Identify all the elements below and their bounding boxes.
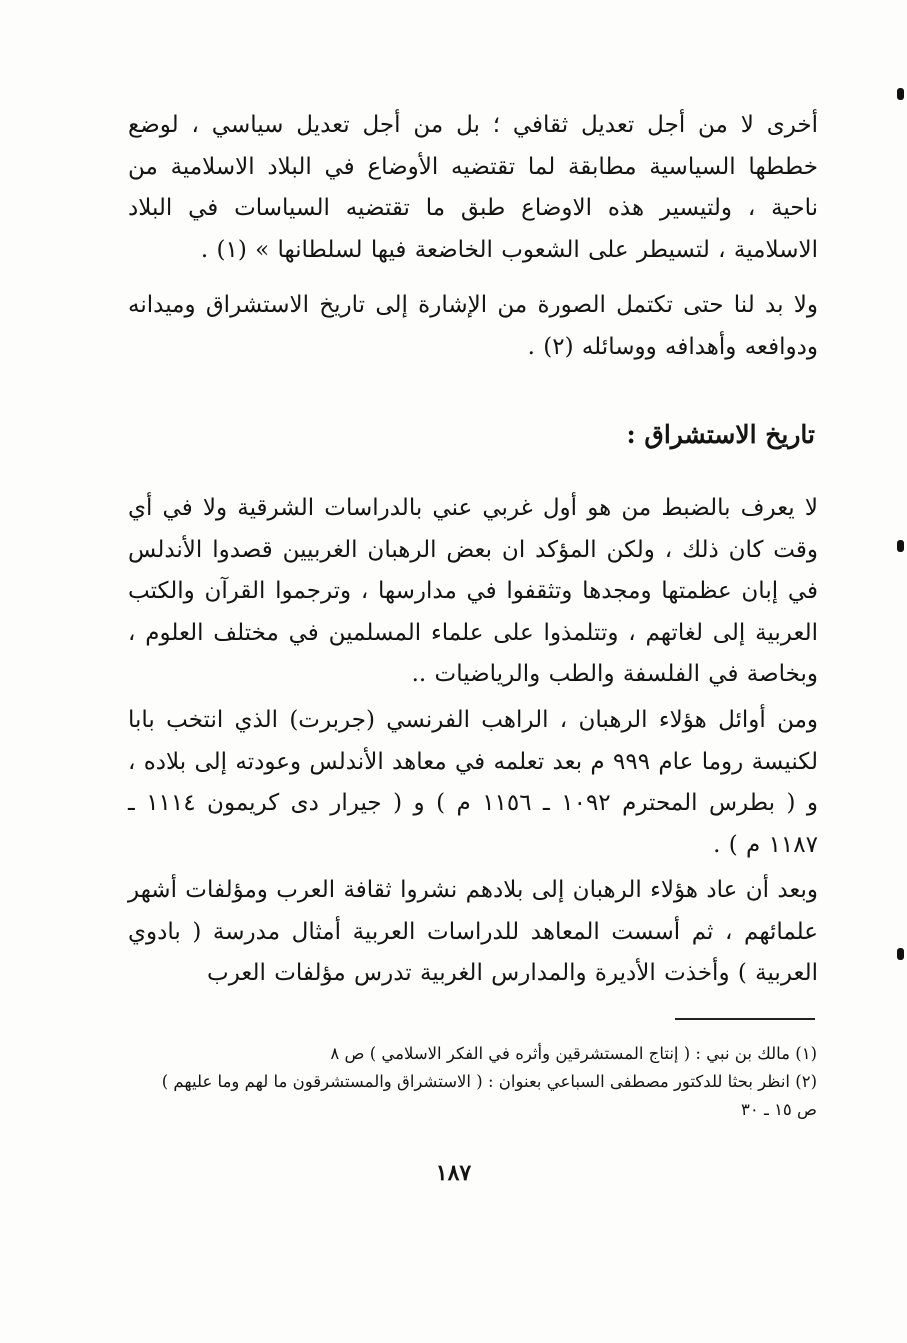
page-edge-mark-lower xyxy=(897,948,904,960)
footnote-1: (١) مالك بن نبي : ( إنتاج المستشرقين وأثره في الفكر الاسلامي ) ص ٨ xyxy=(330,1044,817,1063)
footnote-2: (٢) انظر بحثا للدكتور مصطفى السباعي بعنوان : ( الاستشراق والمستشرقون ما لهم وما عليهم ) ص ١٥ ـ ٣٠ xyxy=(161,1072,817,1119)
page-edge-mark-top xyxy=(897,88,904,100)
paragraph-spread-of-culture: وبعد أن عاد هؤلاء الرهبان إلى بلادهم نشروا ثقافة العرب ومؤلفات أشهر علمائهم ، ثم أسست المعاهد للدراسات العربية أمثال مدرسة ( بادوي العربية ) وأخذت الأديرة والمدارس الغربية تدرس مؤلفات العرب xyxy=(128,877,818,986)
paragraph-transition: ولا بد لنا حتى تكتمل الصورة من الإشارة إلى تاريخ الاستشراق وميدانه ودوافعه وأهدافه ووسائله (٢) . xyxy=(128,292,818,360)
page-number: ١٨٧ xyxy=(435,1160,472,1186)
page-edge-mark-middle xyxy=(897,540,904,552)
footnote-separator xyxy=(675,1018,815,1020)
paragraph-intro-quote: أخرى لا من أجل تعديل ثقافي ؛ بل من أجل تعديل سياسي ، لوضع خططها السياسية مطابقة لما تقتضيه الأوضاع في البلاد الاسلامية من ناحية ، ولتيسير هذه الاوضاع طبق ما تقتضيه السياسات في البلاد الاسلامية ، لتسيطر على الشعوب الخاضعة فيها لسلطانها » (١) . xyxy=(128,112,818,263)
footnotes-list xyxy=(150,1040,817,1124)
section-heading: تاريخ الاستشراق : xyxy=(626,420,815,449)
paragraph-early-monks: ومن أوائل هؤلاء الرهبان ، الراهب الفرنسي (جربرت) الذي انتخب بابا لكنيسة روما عام ٩٩٩ م بعد تعلمه في معاهد الأندلس وعودته إلى بلاده ، و ( بطرس المحترم ١٠٩٢ ـ ١١٥٦ م ) و ( جيرار دى كريمون ١١١٤ ـ ١١٨٧ م ) . xyxy=(128,707,819,858)
paragraph-history-origins: لا يعرف بالضبط من هو أول غربي عني بالدراسات الشرقية ولا في أي وقت كان ذلك ، ولكن المؤكد ان بعض الرهبان الغربيين قصدوا الأندلس في إبان عظمتها ومجدها وتثقفوا في مدارسها ، وترجموا القرآن والكتب العربية إلى لغاتهم ، وتتلمذوا على علماء المسلمين في مختلف العلوم ، وبخاصة في الفلسفة والطب والرياضيات .. xyxy=(128,495,818,687)
